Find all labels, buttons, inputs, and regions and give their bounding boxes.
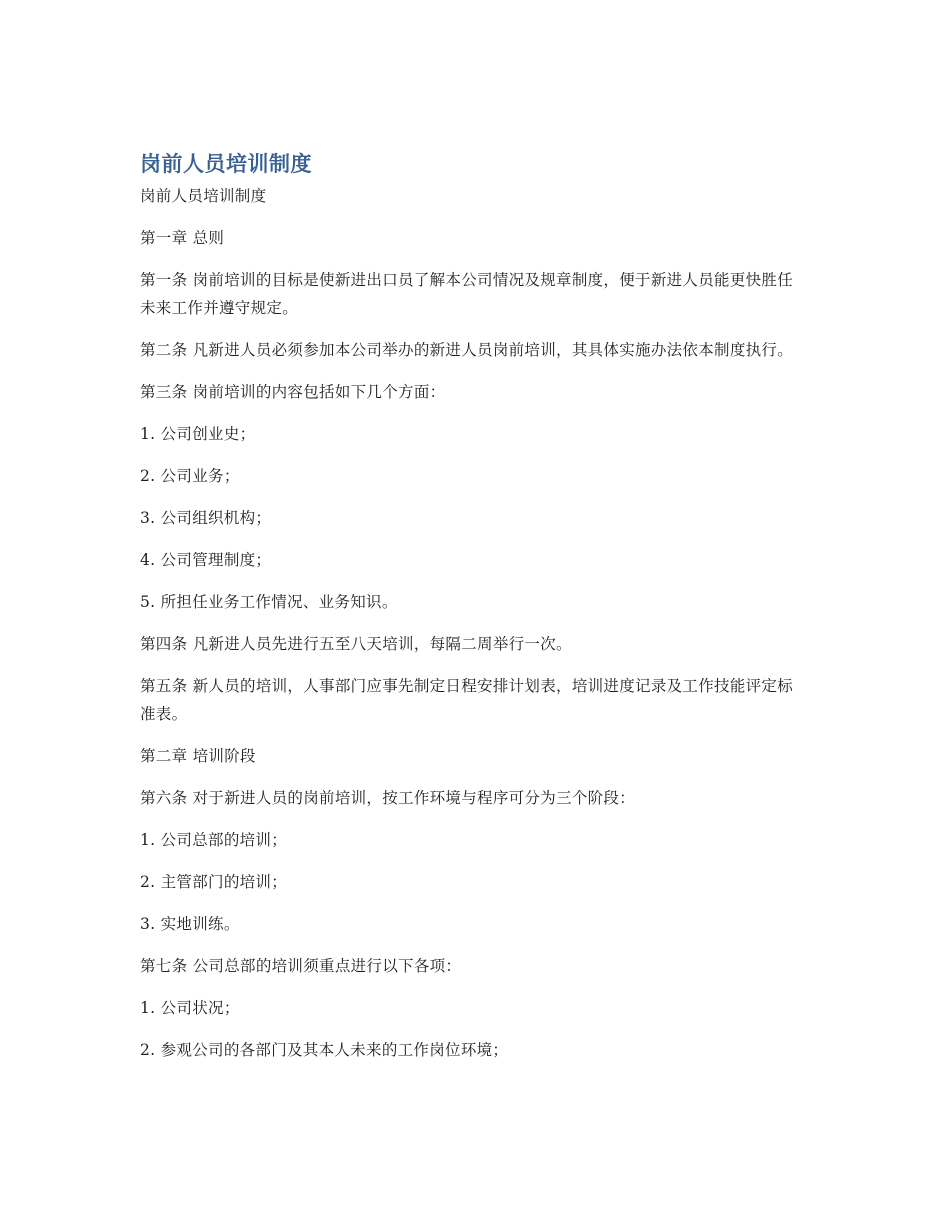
chapter-heading: 第一章 总则 [140,229,225,247]
list-item: 3. 公司组织机构； [140,509,272,527]
list-item: 4. 公司管理制度； [140,551,272,569]
article-paragraph: 第三条 岗前培训的内容包括如下几个方面： [140,383,446,401]
document-body [140,182,805,1064]
article-paragraph: 第五条 新人员的培训，人事部门应事先制定日程安排计划表，培训进度记录及工作技能评定标准表。 [140,677,794,723]
document-page [140,148,805,1078]
chapter-heading: 第二章 培训阶段 [140,747,256,765]
list-item: 2. 公司业务； [140,467,240,485]
subtitle-paragraph: 岗前人员培训制度 [140,187,267,205]
list-item: 2. 参观公司的各部门及其本人未来的工作岗位环境； [140,1041,509,1059]
list-item: 2. 主管部门的培训； [140,873,288,891]
list-item: 1. 公司总部的培训； [140,831,288,849]
article-paragraph: 第六条 对于新进人员的岗前培训，按工作环境与程序可分为三个阶段： [140,789,636,807]
article-paragraph: 第一条 岗前培训的目标是使新进出口员了解本公司情况及规章制度，便于新进人员能更快胜任未来工作并遵守规定。 [140,271,794,317]
article-paragraph: 第四条 凡新进人员先进行五至八天培训，每隔二周举行一次。 [140,635,572,653]
list-item: 1. 公司状况； [140,999,240,1017]
document-title: 岗前人员培训制度 [140,152,312,176]
list-item: 5. 所担任业务工作情况、业务知识。 [140,593,398,611]
list-item: 1. 公司创业史； [140,425,256,443]
list-item: 3. 实地训练。 [140,915,240,933]
article-paragraph: 第七条 公司总部的培训须重点进行以下各项： [140,957,462,975]
article-paragraph: 第二条 凡新进人员必须参加本公司举办的新进人员岗前培训，其具体实施办法依本制度执行。 [140,341,794,359]
